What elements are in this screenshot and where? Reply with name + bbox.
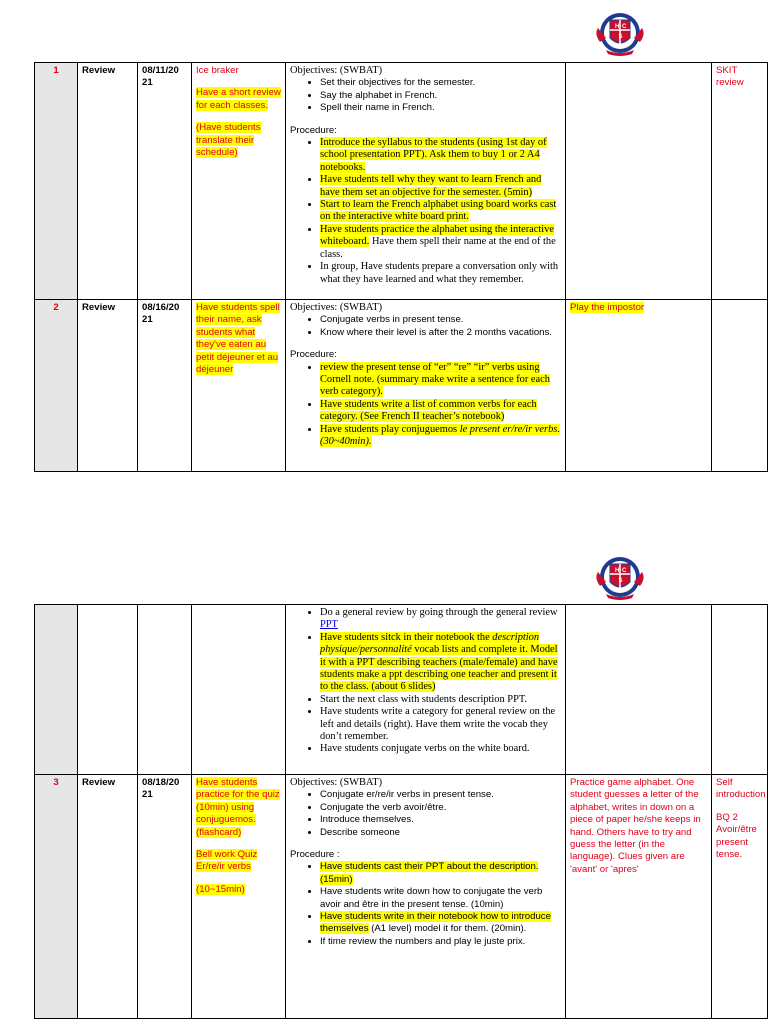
- procedure-item: • Have students write a category for general review on the left and details (right). Have them write the vocab they don’t remember.: [320, 706, 561, 743]
- lesson-plan-table-page1: [34, 62, 768, 472]
- objective-item: • Describe someone: [320, 827, 561, 839]
- lesson-type: Review: [78, 63, 138, 300]
- lesson-type: Review: [78, 300, 138, 472]
- crest-letter: C: [622, 568, 627, 574]
- objective-item: • Say the alphabet in French.: [320, 90, 561, 102]
- bell-work-text: Have students spell their name, ask students what they've eaten au petit déjeuner et au déjeuner: [196, 302, 280, 376]
- table-row: [35, 300, 768, 472]
- activity-cell: Practice game alphabet. One student guesses a letter of the alphabet, writes in down on a piece of paper he/she keeps in hand. Others have to try and guess the letter (in the language). Clues given are 'avant' or 'apres': [566, 775, 712, 1019]
- objective-item: • Set their objectives for the semester.: [320, 77, 561, 89]
- objectives-title: Objectives: (SWBAT): [290, 65, 383, 76]
- procedure-item: Have students practice the alphabet using the interactive whiteboard.: [320, 223, 554, 248]
- table-row: [35, 605, 768, 775]
- objective-item: • Know where their level is after the 2 months vacations.: [320, 327, 561, 339]
- procedure-item: vocab lists and complete it. Model it with a PPT describing teachers (male/female) and have students make a ppt describing one teacher and present it to the class. (about 6 slides): [320, 644, 558, 693]
- homework-cell: SKIT review: [712, 63, 768, 300]
- bell-work-text: Ice braker: [196, 65, 239, 76]
- procedure-item: review the present tense of “er” “re” “ir” verbs using Cornell note. (summary make write a sentence for each verb category).: [320, 361, 550, 398]
- lesson-plan-table-page2: [34, 604, 768, 1019]
- lesson-number: 2: [35, 300, 78, 472]
- procedure-item: • Have students conjugate verbs on the white board.: [320, 743, 561, 755]
- procedure-item: (A1 level) model it for them. (20min).: [371, 923, 527, 935]
- procedure-title: Procedure :: [290, 849, 340, 861]
- procedure-cell: [286, 775, 566, 1019]
- crest-letter: S: [618, 578, 623, 584]
- table-row: [35, 63, 768, 300]
- crest-letter: C: [622, 24, 627, 30]
- school-crest-logo: [592, 552, 648, 602]
- procedure-item: • Start the next class with students description PPT.: [320, 694, 561, 706]
- crest-letter: H: [615, 568, 620, 574]
- procedure-item: description physique/personnalité: [320, 631, 540, 656]
- objectives-title: Objectives: (SWBAT): [290, 302, 383, 313]
- lesson-type: Review: [78, 775, 138, 1019]
- objective-item: • Introduce themselves.: [320, 814, 561, 826]
- procedure-item: Have students write a list of common verbs for each category. (See French II teacher’s notebook): [320, 398, 537, 423]
- bell-work-text: Bell work Quiz Er/re/ir verbs: [196, 849, 258, 873]
- bell-work-text: Have students practice for the quiz (10min) using conjuguemos. (flashcard): [196, 777, 280, 838]
- homework-cell: [712, 775, 768, 1019]
- procedure-item: le present er/re/ir verbs. (30~40min).: [320, 423, 560, 448]
- bell-work-cell: [192, 63, 286, 300]
- crest-letter: H: [615, 24, 620, 30]
- procedure-title: Procedure:: [290, 124, 337, 136]
- procedure-item: Have students sitck in their notebook the: [320, 631, 490, 643]
- crest-letter: S: [618, 34, 623, 40]
- procedure-cell: [286, 605, 566, 775]
- objectives-title: Objectives: (SWBAT): [290, 777, 383, 788]
- activity-cell: [566, 63, 712, 300]
- procedure-item: • Have students write down how to conjugate the verb avoir and être in the present tense. (10min): [320, 886, 561, 911]
- procedure-item: Have students write in their notebook how to introduce themselves: [320, 911, 551, 935]
- procedure-cell: [286, 300, 566, 472]
- lesson-number: 3: [35, 775, 78, 1019]
- bell-work-cell: [192, 300, 286, 472]
- objective-item: • Conjugate the verb avoir/être.: [320, 802, 561, 814]
- homework-cell: [712, 300, 768, 472]
- bell-work-cell: [192, 775, 286, 1019]
- procedure-item: Have students cast their PPT about the description. (15min): [320, 861, 539, 885]
- lesson-date: 08/11/20 21: [138, 63, 192, 300]
- procedure-title: Procedure:: [290, 349, 337, 361]
- bell-work-text: (Have students translate their schedule): [196, 122, 261, 159]
- homework-text: Self introduction: [716, 777, 766, 801]
- procedure-item: Have students play conjuguemos: [320, 423, 458, 435]
- procedure-item: Do a general review by going through the general review: [320, 607, 558, 618]
- bell-work-text: (10~15min): [196, 883, 245, 895]
- procedure-item: Introduce the syllabus to the students (using 1st day of school presentation PPT). Ask them to buy 1 or 2 A4 notebooks.: [320, 137, 547, 173]
- homework-text: BQ 2 Avoir/être present tense.: [716, 811, 757, 861]
- lesson-date: 08/18/20 21: [138, 775, 192, 1019]
- objective-item: • Spell their name in French.: [320, 102, 561, 114]
- activity-text: Play the impostor: [570, 302, 645, 313]
- ppt-link[interactable]: PPT: [320, 619, 338, 631]
- lesson-date: 08/16/20 21: [138, 300, 192, 472]
- lesson-number: 1: [35, 63, 78, 300]
- objective-item: • Conjugate verbs in present tense.: [320, 314, 561, 326]
- procedure-cell: [286, 63, 566, 300]
- procedure-item: Have students tell why they want to learn French and have them set an objective for the semester. (5min): [320, 174, 542, 198]
- school-crest-logo: [592, 8, 648, 58]
- procedure-item: • In group, Have students prepare a conversation only with what they have learned and what they remember.: [320, 261, 561, 286]
- objective-item: • Conjugate er/re/ir verbs in present tense.: [320, 789, 561, 801]
- procedure-item: • If time review the numbers and play le juste prix.: [320, 936, 561, 948]
- procedure-item: Start to learn the French alphabet using board works cast on the interactive white board print.: [320, 199, 557, 223]
- procedure-item: Have them spell their name at the end of the class.: [320, 236, 556, 260]
- activity-cell: [566, 300, 712, 472]
- bell-work-text: Have a short review for each classes.: [196, 87, 281, 111]
- table-row: [35, 775, 768, 1019]
